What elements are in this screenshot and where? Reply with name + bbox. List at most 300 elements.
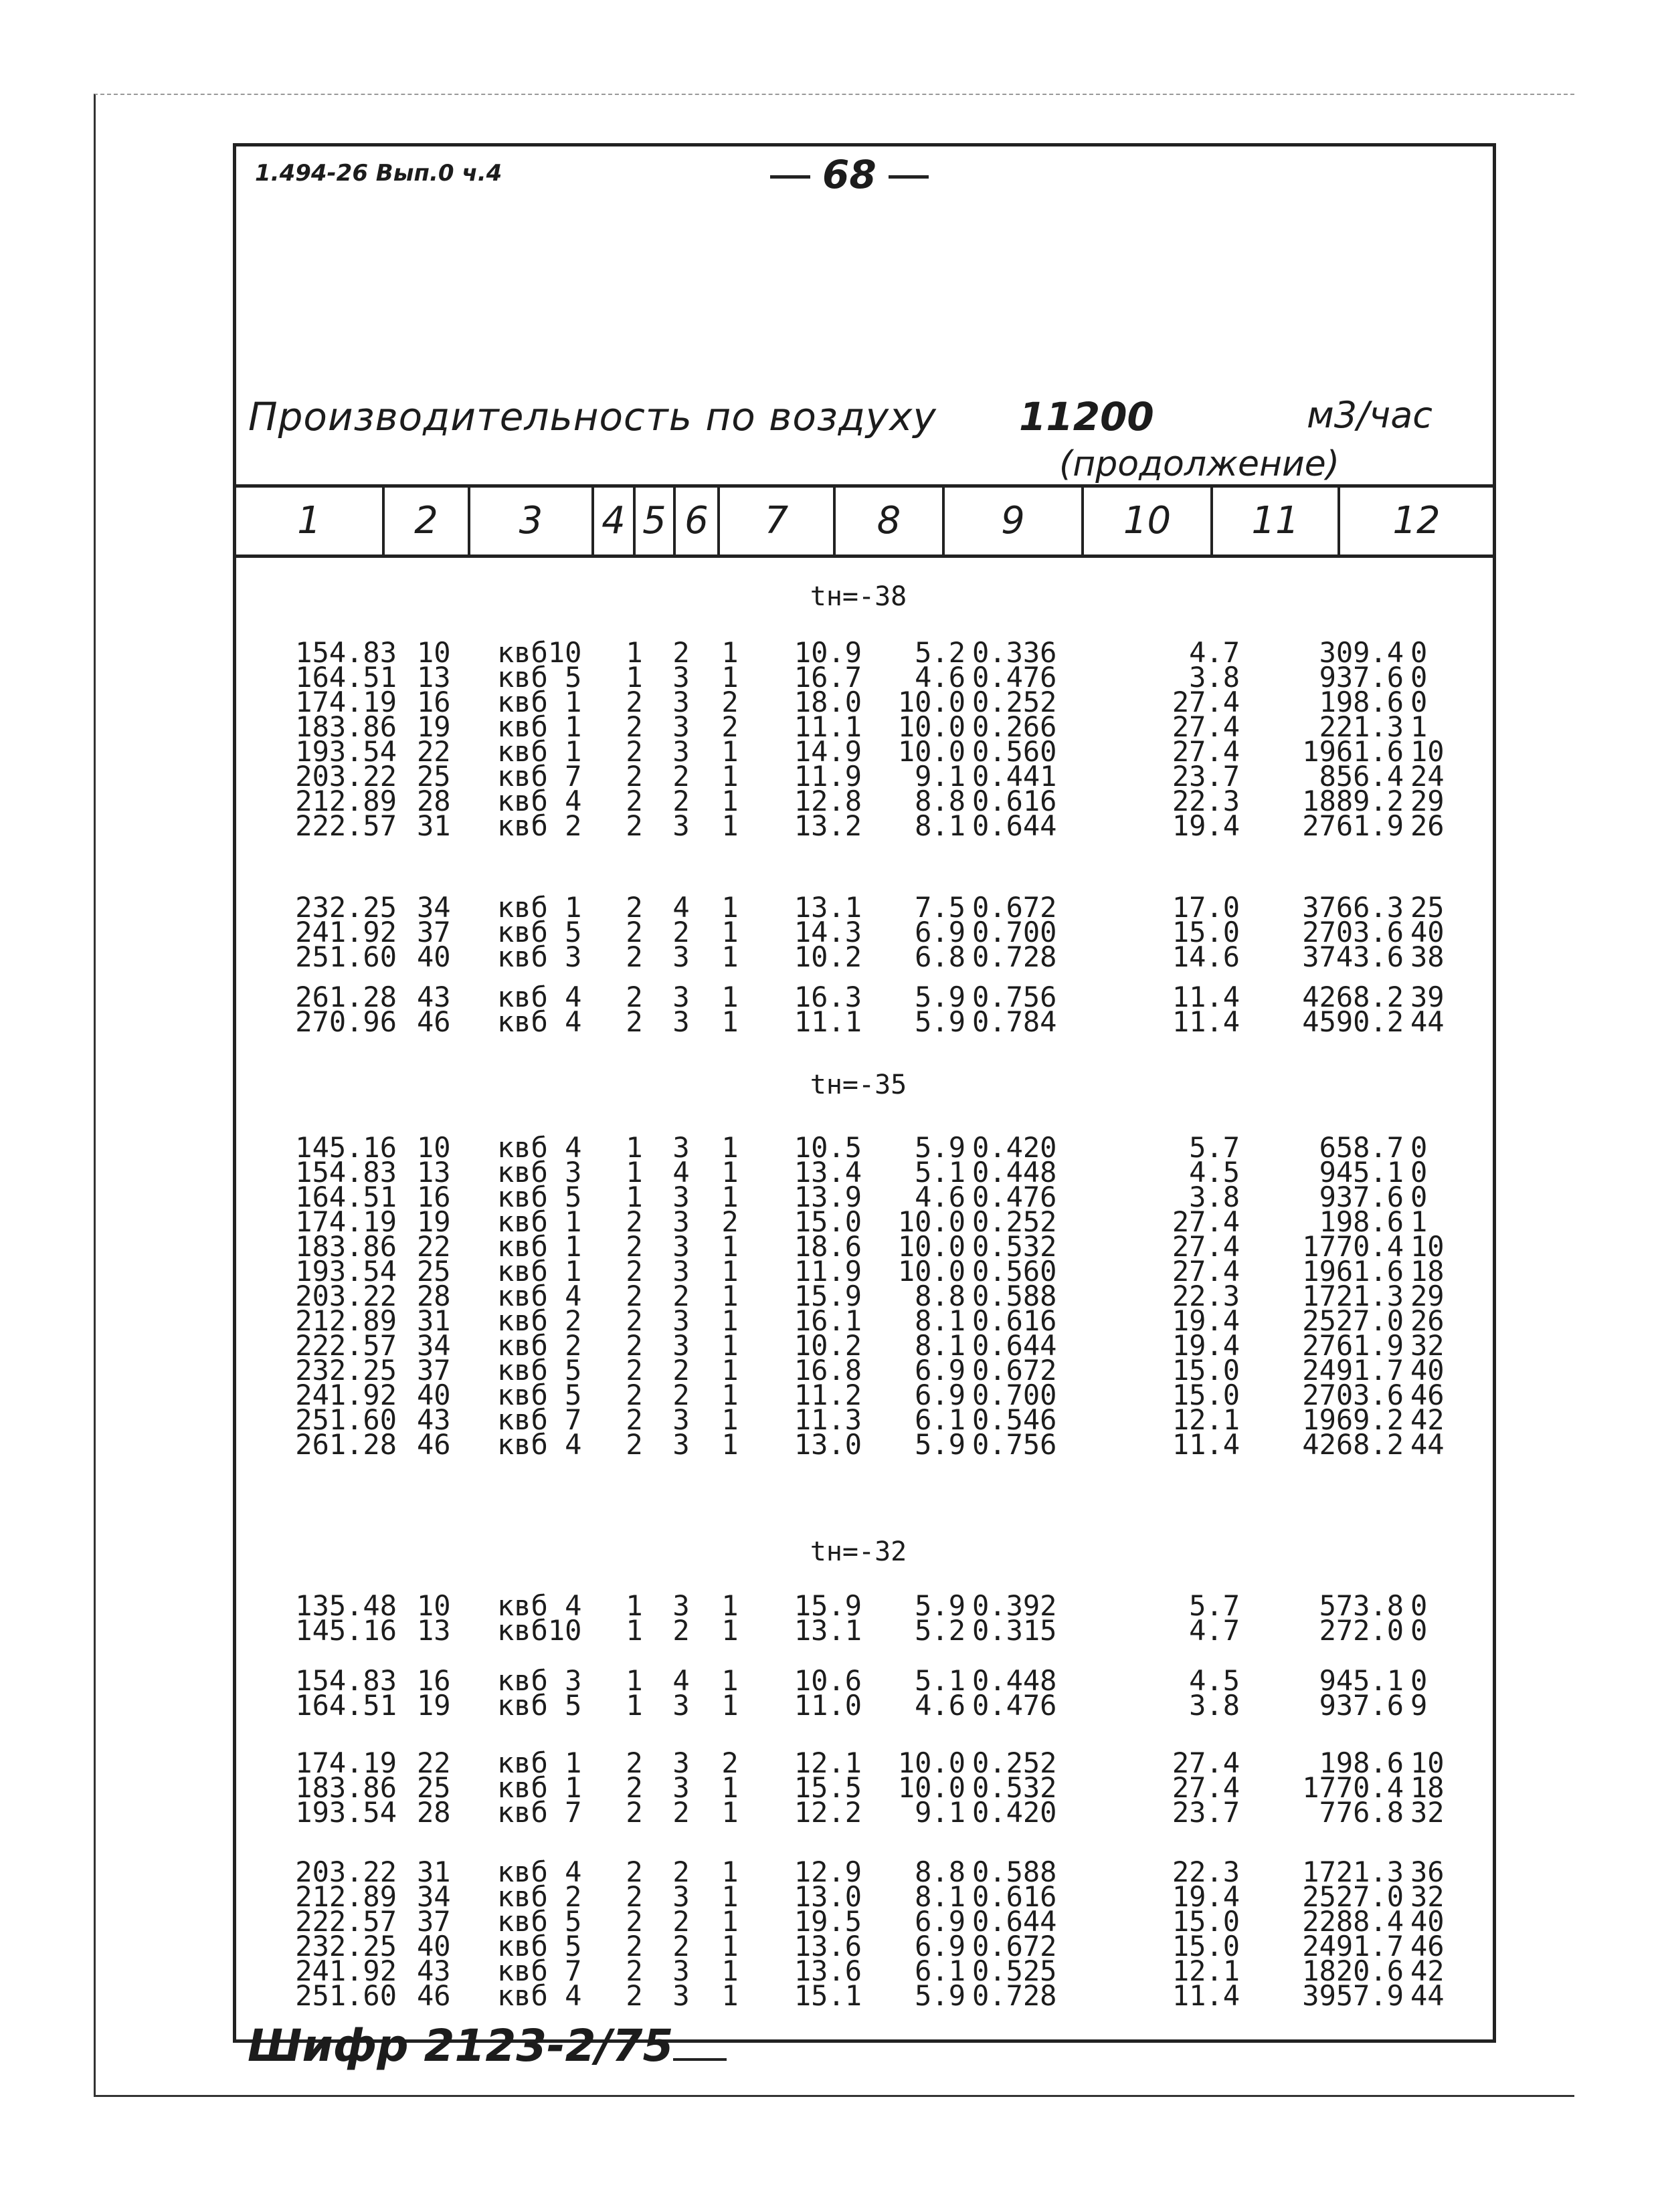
cell-col-4: 1: [626, 1131, 643, 1164]
cell-col-10: 19.4: [1172, 809, 1240, 842]
cell-col-9: 0.644: [972, 809, 1057, 842]
cell-col-7: 10.2: [794, 940, 862, 973]
column-header-7: 7: [720, 488, 836, 555]
cell-col-5: 3: [672, 1880, 690, 1913]
cell-col-3: квб 1: [497, 686, 582, 718]
cell-col-10: 15.0: [1172, 1930, 1240, 1963]
cell-col-4: 2: [626, 1205, 643, 1238]
cell-col-7: 15.5: [794, 1771, 862, 1804]
cell-col-1: 193.54: [295, 735, 397, 768]
cell-col-10: 17.0: [1172, 891, 1240, 924]
cell-col-7: 15.9: [794, 1589, 862, 1622]
cell-col-4: 2: [626, 1329, 643, 1362]
cell-col-10: 27.4: [1172, 686, 1240, 718]
cell-col-6: 1: [721, 1855, 739, 1888]
cell-col-5: 2: [672, 1354, 690, 1387]
cell-col-7: 13.1: [794, 891, 862, 924]
cell-col-10: 3.8: [1189, 1689, 1240, 1722]
cell-col-3: квб 1: [497, 1771, 582, 1804]
cell-col-9: 0.532: [972, 1771, 1057, 1804]
cell-col-10: 15.0: [1172, 1379, 1240, 1411]
cell-col-2: 37: [417, 916, 451, 948]
cell-col-9: 0.616: [972, 1304, 1057, 1337]
cell-col-12: 0: [1410, 636, 1428, 669]
cell-col-4: 2: [626, 760, 643, 793]
cell-col-7: 12.2: [794, 1796, 862, 1829]
cell-col-12: 0: [1410, 1156, 1428, 1189]
cell-col-9: 0.644: [972, 1329, 1057, 1362]
cell-col-4: 2: [626, 1304, 643, 1337]
cell-col-11: 1770.4: [1302, 1771, 1404, 1804]
cell-col-2: 28: [417, 1280, 451, 1312]
cell-col-6: 1: [721, 916, 739, 948]
cell-col-7: 14.9: [794, 735, 862, 768]
cell-col-9: 0.588: [972, 1855, 1057, 1888]
cell-col-6: 1: [721, 1329, 739, 1362]
cell-col-2: 16: [417, 1664, 451, 1697]
cell-col-3: квб 1: [497, 1230, 582, 1263]
cell-col-10: 19.4: [1172, 1880, 1240, 1913]
cell-col-6: 2: [721, 1746, 739, 1779]
cell-col-8: 8.8: [915, 1280, 965, 1312]
cell-col-5: 3: [672, 1255, 690, 1288]
section-title: tн=-38: [810, 581, 907, 612]
cell-col-1: 232.25: [295, 891, 397, 924]
cell-col-7: 16.1: [794, 1304, 862, 1337]
cell-col-1: 241.92: [295, 916, 397, 948]
cell-col-6: 1: [721, 1354, 739, 1387]
cell-col-1: 241.92: [295, 1954, 397, 1987]
cell-col-3: квб 5: [497, 1181, 582, 1213]
cell-col-9: 0.700: [972, 1379, 1057, 1411]
cell-col-4: 2: [626, 940, 643, 973]
cell-col-4: 1: [626, 1614, 643, 1647]
cell-col-12: 29: [1410, 1280, 1445, 1312]
cell-col-1: 174.19: [295, 686, 397, 718]
cell-col-7: 11.1: [794, 710, 862, 743]
cell-col-6: 1: [721, 1979, 739, 2012]
cell-col-11: 658.7: [1319, 1131, 1404, 1164]
cell-col-3: квб 1: [497, 1205, 582, 1238]
cell-col-3: квб 1: [497, 710, 582, 743]
cell-col-10: 5.7: [1189, 1131, 1240, 1164]
cell-col-8: 10.0: [897, 1255, 965, 1288]
column-header-11: 11: [1213, 488, 1340, 555]
cell-col-1: 251.60: [295, 940, 397, 973]
cell-col-10: 11.4: [1172, 1979, 1240, 2012]
cell-col-11: 2703.6: [1302, 916, 1404, 948]
cell-col-6: 1: [721, 1689, 739, 1722]
cell-col-10: 23.7: [1172, 760, 1240, 793]
cell-col-12: 1: [1410, 710, 1428, 743]
cell-col-2: 31: [417, 1855, 451, 1888]
cell-col-9: 0.315: [972, 1614, 1057, 1647]
cell-col-3: квб 1: [497, 1746, 582, 1779]
cell-col-5: 3: [672, 710, 690, 743]
cell-col-8: 8.8: [915, 1855, 965, 1888]
cell-col-11: 937.6: [1319, 1689, 1404, 1722]
cell-col-8: 6.9: [915, 1354, 965, 1387]
cell-col-12: 46: [1410, 1379, 1445, 1411]
cell-col-3: квб 2: [497, 1304, 582, 1337]
cell-col-11: 1770.4: [1302, 1230, 1404, 1263]
cell-col-5: 2: [672, 636, 690, 669]
cell-col-4: 2: [626, 891, 643, 924]
cell-col-1: 261.28: [295, 1428, 397, 1461]
cell-col-1: 222.57: [295, 809, 397, 842]
cell-col-3: квб 3: [497, 940, 582, 973]
cell-col-5: 3: [672, 1329, 690, 1362]
column-header-1: 1: [236, 488, 385, 555]
cell-col-5: 3: [672, 1304, 690, 1337]
cell-col-4: 1: [626, 661, 643, 694]
cell-col-9: 0.448: [972, 1664, 1057, 1697]
cell-col-12: 24: [1410, 760, 1445, 793]
column-header-9: 9: [945, 488, 1084, 555]
cell-col-2: 31: [417, 809, 451, 842]
cell-col-8: 5.9: [915, 1428, 965, 1461]
cell-col-4: 2: [626, 809, 643, 842]
cell-col-8: 4.6: [915, 1181, 965, 1213]
cell-col-2: 25: [417, 1771, 451, 1804]
cell-col-9: 0.616: [972, 785, 1057, 817]
cell-col-12: 32: [1410, 1796, 1445, 1829]
cell-col-4: 1: [626, 1689, 643, 1722]
cell-col-5: 3: [672, 686, 690, 718]
cell-col-11: 1969.2: [1302, 1403, 1404, 1436]
document-sheet: [233, 143, 1496, 2043]
cell-col-7: 15.0: [794, 1205, 862, 1238]
cell-col-5: 3: [672, 1205, 690, 1238]
cell-col-9: 0.588: [972, 1280, 1057, 1312]
cell-col-5: 3: [672, 1589, 690, 1622]
cell-col-4: 2: [626, 686, 643, 718]
cell-col-9: 0.616: [972, 1880, 1057, 1913]
cell-col-7: 19.5: [794, 1905, 862, 1938]
cell-col-12: 0: [1410, 661, 1428, 694]
cell-col-7: 18.0: [794, 686, 862, 718]
table-caption: Производительность по воздуху: [248, 394, 937, 439]
cell-col-10: 23.7: [1172, 1796, 1240, 1829]
cell-col-11: 1889.2: [1302, 785, 1404, 817]
cell-col-7: 15.1: [794, 1979, 862, 2012]
cell-col-6: 1: [721, 1905, 739, 1938]
cell-col-11: 2288.4: [1302, 1905, 1404, 1938]
cell-col-9: 0.672: [972, 1354, 1057, 1387]
cell-col-7: 13.1: [794, 1614, 862, 1647]
cell-col-5: 3: [672, 1230, 690, 1263]
cell-col-5: 2: [672, 1905, 690, 1938]
cell-col-4: 2: [626, 735, 643, 768]
cell-col-12: 10: [1410, 1230, 1445, 1263]
cell-col-5: 3: [672, 661, 690, 694]
cell-col-7: 11.9: [794, 760, 862, 793]
cell-col-2: 37: [417, 1354, 451, 1387]
cell-col-7: 13.2: [794, 809, 862, 842]
cell-col-9: 0.700: [972, 916, 1057, 948]
cell-col-6: 1: [721, 1379, 739, 1411]
cell-col-11: 221.3: [1319, 710, 1404, 743]
cell-col-4: 1: [626, 1589, 643, 1622]
cell-col-6: 1: [721, 1954, 739, 1987]
cell-col-5: 2: [672, 1379, 690, 1411]
cell-col-4: 2: [626, 710, 643, 743]
cell-col-6: 1: [721, 1131, 739, 1164]
cell-col-4: 2: [626, 1379, 643, 1411]
cell-col-2: 28: [417, 785, 451, 817]
cell-col-3: квб10: [497, 636, 582, 669]
cell-col-5: 2: [672, 1614, 690, 1647]
cell-col-4: 2: [626, 1428, 643, 1461]
cell-col-10: 27.4: [1172, 1746, 1240, 1779]
column-header-5: 5: [636, 488, 676, 555]
page-number: [758, 152, 941, 197]
cell-col-3: квб 5: [497, 1930, 582, 1963]
cell-col-4: 2: [626, 981, 643, 1013]
cell-col-12: 46: [1410, 1930, 1445, 1963]
cell-col-2: 19: [417, 710, 451, 743]
cell-col-2: 16: [417, 1181, 451, 1213]
cell-col-11: 2527.0: [1302, 1304, 1404, 1337]
cell-col-3: квб 4: [497, 1428, 582, 1461]
cell-col-10: 4.5: [1189, 1664, 1240, 1697]
cell-col-2: 43: [417, 1403, 451, 1436]
cell-col-5: 3: [672, 1979, 690, 2012]
cell-col-10: 4.7: [1189, 1614, 1240, 1647]
cell-col-2: 19: [417, 1689, 451, 1722]
cell-col-7: 10.9: [794, 636, 862, 669]
cell-col-1: 164.51: [295, 1181, 397, 1213]
cell-col-4: 1: [626, 1181, 643, 1213]
cell-col-2: 19: [417, 1205, 451, 1238]
cell-col-5: 3: [672, 940, 690, 973]
cell-col-11: 945.1: [1319, 1664, 1404, 1697]
cell-col-9: 0.448: [972, 1156, 1057, 1189]
cell-col-5: 4: [672, 1664, 690, 1697]
cell-col-7: 12.9: [794, 1855, 862, 1888]
cell-col-3: квб 4: [497, 1855, 582, 1888]
cell-col-1: 193.54: [295, 1255, 397, 1288]
cell-col-6: 1: [721, 1255, 739, 1288]
section-title: tн=-35: [810, 1070, 907, 1100]
cell-col-12: 42: [1410, 1954, 1445, 1987]
cell-col-6: 1: [721, 1771, 739, 1804]
cell-col-1: 183.86: [295, 710, 397, 743]
cell-col-12: 9: [1410, 1689, 1428, 1722]
cell-col-3: квб 4: [497, 1005, 582, 1038]
cell-col-5: 3: [672, 1005, 690, 1038]
cell-col-3: квб 7: [497, 1403, 582, 1436]
cell-col-8: 10.0: [897, 710, 965, 743]
cell-col-4: 2: [626, 1771, 643, 1804]
cell-col-1: 183.86: [295, 1230, 397, 1263]
cell-col-12: 44: [1410, 1428, 1445, 1461]
cell-col-6: 1: [721, 891, 739, 924]
cell-col-9: 0.252: [972, 1205, 1057, 1238]
cell-col-1: 154.83: [295, 1156, 397, 1189]
cell-col-10: 3.8: [1189, 1181, 1240, 1213]
cell-col-1: 270.96: [295, 1005, 397, 1038]
cell-col-12: 18: [1410, 1255, 1445, 1288]
cell-col-5: 3: [672, 1771, 690, 1804]
column-header-12: 12: [1392, 499, 1441, 542]
cell-col-8: 8.1: [915, 1329, 965, 1362]
cell-col-9: 0.336: [972, 636, 1057, 669]
cell-col-1: 251.60: [295, 1403, 397, 1436]
cell-col-12: 10: [1410, 735, 1445, 768]
cell-col-9: 0.252: [972, 686, 1057, 718]
cell-col-9: 0.728: [972, 1979, 1057, 2012]
cell-col-3: квб 2: [497, 809, 582, 842]
cell-col-1: 174.19: [295, 1746, 397, 1779]
cell-col-3: квб 5: [497, 916, 582, 948]
table-row: [236, 811, 1493, 841]
cell-col-11: 776.8: [1319, 1796, 1404, 1829]
cell-col-8: 9.1: [915, 760, 965, 793]
page-number-value: 68: [822, 152, 877, 197]
cell-col-5: 3: [672, 1131, 690, 1164]
cell-col-7: 16.8: [794, 1354, 862, 1387]
cell-col-10: 5.7: [1189, 1589, 1240, 1622]
cell-col-11: 3957.9: [1302, 1979, 1404, 2012]
cell-col-12: 40: [1410, 1354, 1445, 1387]
cell-col-12: 44: [1410, 1005, 1445, 1038]
cell-col-8: 5.1: [915, 1664, 965, 1697]
cell-col-5: 2: [672, 916, 690, 948]
cell-col-8: 10.0: [897, 1205, 965, 1238]
cell-col-9: 0.672: [972, 1930, 1057, 1963]
cell-col-9: 0.266: [972, 710, 1057, 743]
cell-col-9: 0.784: [972, 1005, 1057, 1038]
cell-col-12: 40: [1410, 916, 1445, 948]
cell-col-11: 2527.0: [1302, 1880, 1404, 1913]
cell-col-7: 11.3: [794, 1403, 862, 1436]
cell-col-11: 937.6: [1319, 1181, 1404, 1213]
cell-col-8: 6.9: [915, 1379, 965, 1411]
cell-col-2: 22: [417, 1746, 451, 1779]
cell-col-12: 10: [1410, 1746, 1445, 1779]
cell-col-11: 3743.6: [1302, 940, 1404, 973]
cell-col-8: 10.0: [897, 735, 965, 768]
cell-col-9: 0.525: [972, 1954, 1057, 1987]
cell-col-8: 9.1: [915, 1796, 965, 1829]
airflow-units: м3/час: [1307, 394, 1433, 436]
cell-col-9: 0.392: [972, 1589, 1057, 1622]
cell-col-11: 1721.3: [1302, 1280, 1404, 1312]
cell-col-12: 38: [1410, 940, 1445, 973]
cell-col-12: 29: [1410, 785, 1445, 817]
cell-col-2: 13: [417, 1614, 451, 1647]
document-reference: 1.494-26 Вып.0 ч.4: [255, 160, 502, 187]
cell-col-1: 212.89: [295, 1304, 397, 1337]
cell-col-8: 4.6: [915, 661, 965, 694]
cell-col-4: 1: [626, 1156, 643, 1189]
cell-col-11: 3766.3: [1302, 891, 1404, 924]
cell-col-12: 18: [1410, 1771, 1445, 1804]
cell-col-3: квб 5: [497, 1689, 582, 1722]
table-row: [236, 1798, 1493, 1827]
cell-col-4: 1: [626, 636, 643, 669]
cell-col-6: 1: [721, 1930, 739, 1963]
cell-col-7: 16.3: [794, 981, 862, 1013]
column-header-8: 8: [836, 488, 945, 555]
cell-col-11: 309.4: [1319, 636, 1404, 669]
cell-col-2: 43: [417, 1954, 451, 1987]
table-row: [236, 942, 1493, 972]
cell-col-9: 0.728: [972, 940, 1057, 973]
cell-col-7: 10.5: [794, 1131, 862, 1164]
column-header-3: 3: [470, 488, 594, 555]
cell-col-10: 22.3: [1172, 1280, 1240, 1312]
cell-col-12: 26: [1410, 1304, 1445, 1337]
cell-col-7: 15.9: [794, 1280, 862, 1312]
cell-col-6: 1: [721, 760, 739, 793]
cell-col-11: 937.6: [1319, 661, 1404, 694]
cell-col-5: 2: [672, 1855, 690, 1888]
cell-col-8: 6.1: [915, 1954, 965, 1987]
cell-col-8: 5.9: [915, 1589, 965, 1622]
cell-col-5: 3: [672, 981, 690, 1013]
cell-col-6: 2: [721, 1205, 739, 1238]
cell-col-3: квб 4: [497, 1280, 582, 1312]
cell-col-10: 27.4: [1172, 1205, 1240, 1238]
cell-col-11: 945.1: [1319, 1156, 1404, 1189]
cell-col-10: 15.0: [1172, 1905, 1240, 1938]
cell-col-11: 4268.2: [1302, 981, 1404, 1013]
cell-col-6: 1: [721, 1664, 739, 1697]
cell-col-7: 11.1: [794, 1005, 862, 1038]
cell-col-8: 8.1: [915, 809, 965, 842]
cell-col-2: 40: [417, 1930, 451, 1963]
cell-col-1: 145.16: [295, 1614, 397, 1647]
cell-col-9: 0.546: [972, 1403, 1057, 1436]
cell-col-10: 14.6: [1172, 940, 1240, 973]
cell-col-12: 0: [1410, 1131, 1428, 1164]
cell-col-6: 1: [721, 735, 739, 768]
cell-col-4: 2: [626, 1354, 643, 1387]
cell-col-8: 5.2: [915, 1614, 965, 1647]
cell-col-3: квб 5: [497, 1905, 582, 1938]
cell-col-11: 272.0: [1319, 1614, 1404, 1647]
continuation-note: (продолжение): [1059, 444, 1340, 484]
cell-col-10: 27.4: [1172, 1771, 1240, 1804]
cell-col-5: 2: [672, 1930, 690, 1963]
cell-col-3: квб 4: [497, 1589, 582, 1622]
cell-col-12: 25: [1410, 891, 1445, 924]
cell-col-2: 34: [417, 1880, 451, 1913]
cell-col-6: 1: [721, 1156, 739, 1189]
cell-col-10: 22.3: [1172, 785, 1240, 817]
cell-col-2: 31: [417, 1304, 451, 1337]
table-row: [236, 1007, 1493, 1037]
cell-col-12: 1: [1410, 1205, 1428, 1238]
cell-col-6: 1: [721, 1796, 739, 1829]
cell-col-3: квб 7: [497, 1796, 582, 1829]
cell-col-9: 0.560: [972, 1255, 1057, 1288]
cell-col-4: 2: [626, 1005, 643, 1038]
cell-col-5: 4: [672, 891, 690, 924]
cell-col-5: 3: [672, 1746, 690, 1779]
cell-col-6: 1: [721, 1614, 739, 1647]
cell-col-10: 19.4: [1172, 1329, 1240, 1362]
cell-col-7: 11.9: [794, 1255, 862, 1288]
cell-col-6: 1: [721, 809, 739, 842]
cell-col-6: 1: [721, 1005, 739, 1038]
cell-col-9: 0.476: [972, 1689, 1057, 1722]
cell-col-4: 2: [626, 1255, 643, 1288]
cell-col-2: 10: [417, 1131, 451, 1164]
cell-col-3: квб 3: [497, 1664, 582, 1697]
